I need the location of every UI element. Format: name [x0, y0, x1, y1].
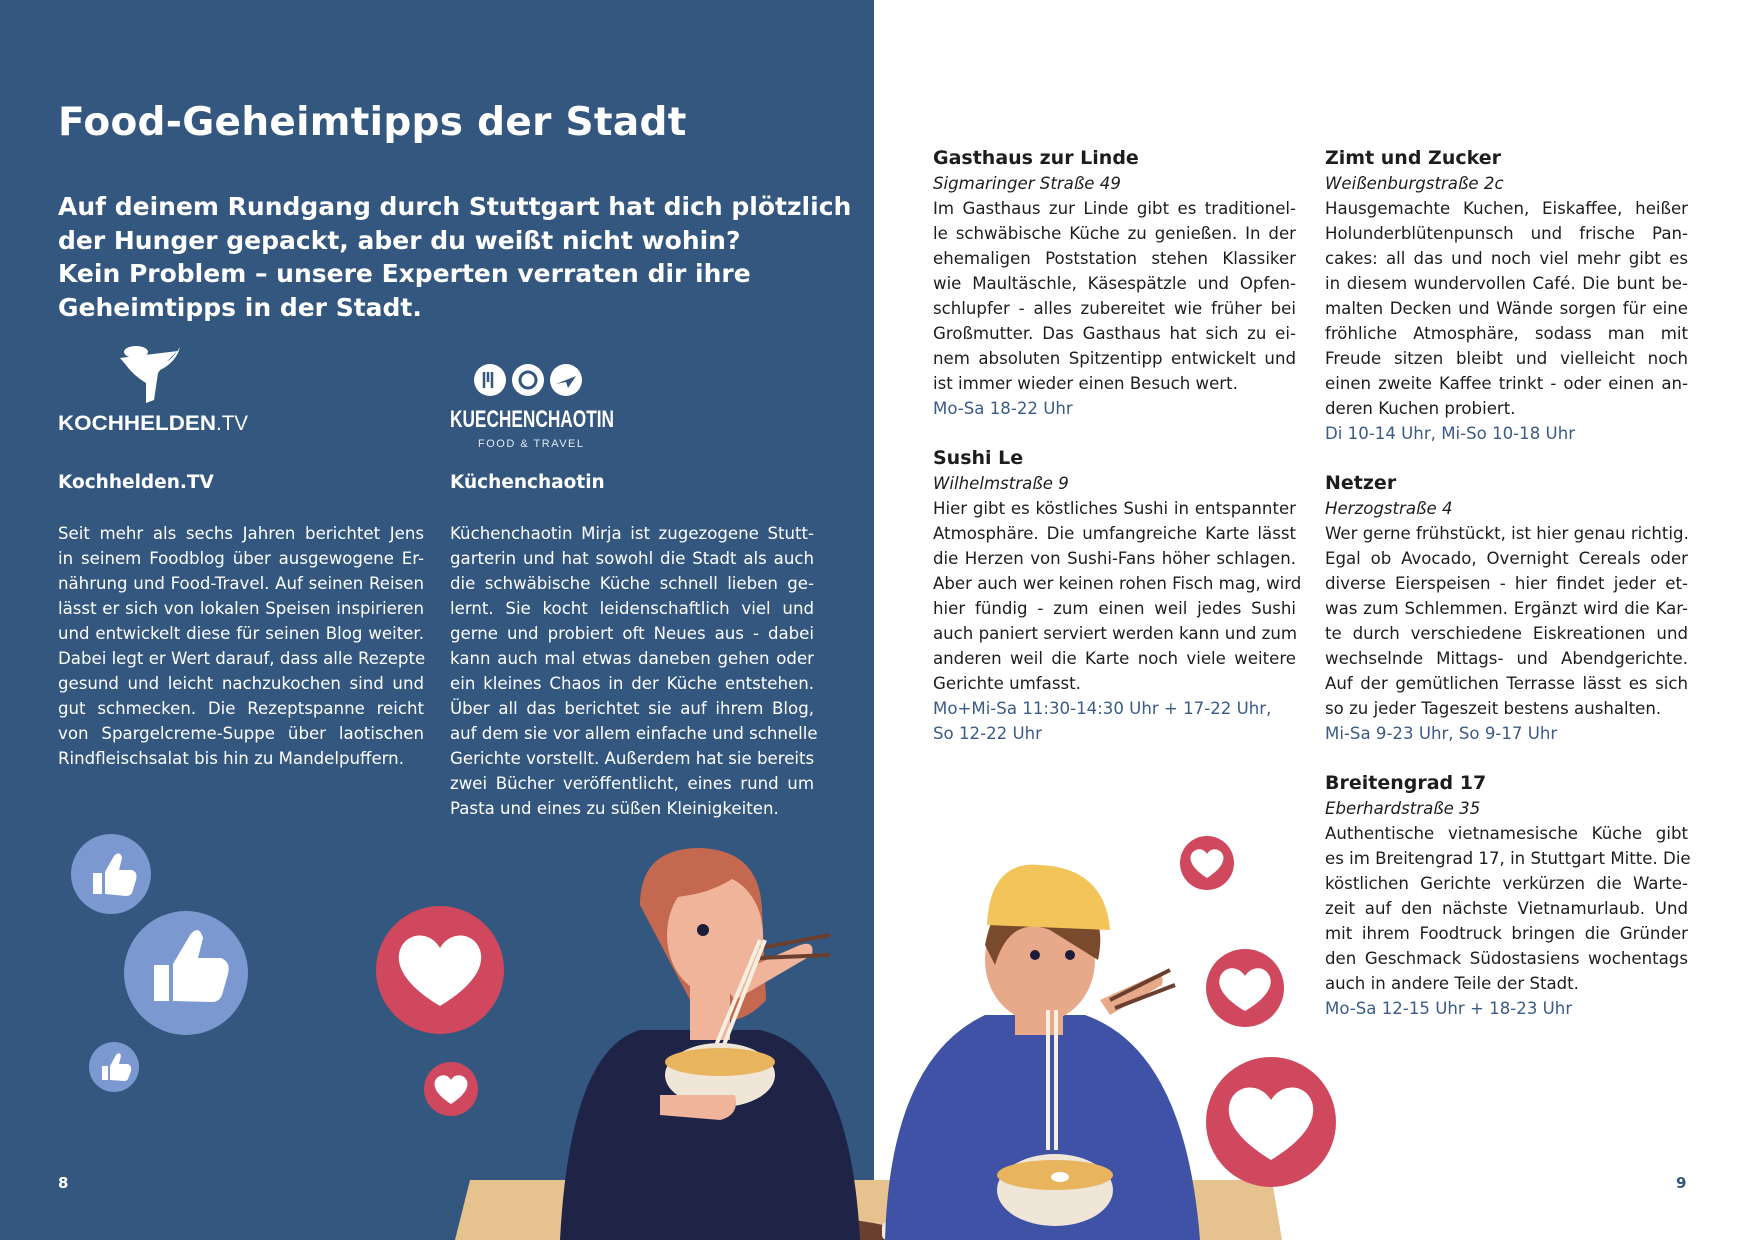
kuechenchaotin-wordmark: KUECHENCHAOTIN [450, 406, 614, 433]
text-line: Wer gerne frühstückt, ist hier genau richtig. [1325, 524, 1689, 543]
text-line: was zum Schlemmen. Ergänzt wird die Kar- [1325, 599, 1688, 618]
restaurant-address: Herzogstraße 4 [1325, 499, 1453, 518]
page-number-right: 9 [1676, 1174, 1687, 1192]
author-text-kochhelden [58, 521, 424, 771]
text-line: die schwäbische Küche schnell lieben ge- [450, 574, 814, 593]
text-line: mit ihrem Foodtruck bringen die Gründer [1325, 924, 1688, 943]
opening-hours [933, 696, 1296, 746]
text-line: Egal ob Avocado, Overnight Cereals oder [1325, 549, 1688, 568]
text-line: Dabei legt er Wert darauf, dass alle Rezepte [58, 649, 426, 668]
restaurant-description [1325, 196, 1688, 421]
text-line: und entwickelt diese für seinen Blog weiter. [58, 624, 424, 643]
restaurant-description [933, 496, 1302, 696]
kochhelden-tld: .TV [216, 412, 248, 435]
restaurant-address: Weißenburgstraße 2c [1325, 174, 1504, 193]
man-eating-illustration [885, 865, 1200, 1240]
text-line: anderen weil die Karte noch viele weitere [933, 649, 1296, 668]
restaurant-address: Sigmaringer Straße 49 [933, 174, 1121, 193]
heart-icon [1206, 949, 1284, 1027]
text-line: nem absoluten Spitzentipp entwickelt und [933, 349, 1296, 368]
text-line: gerne und probiert oft Neues aus - dabei [450, 624, 814, 643]
superhero-chef-icon [120, 346, 180, 403]
text-line: ehemaligen Poststation stehen Klassiker [933, 249, 1296, 268]
text-line: hier fündig - zum einen weil jedes Sushi [933, 599, 1296, 618]
text-line: Pasta und eines zu süßen Kleinigkeiten. [450, 799, 779, 818]
text-line: von Spargelcreme-Suppe über laotischen [58, 724, 424, 743]
text-line: auch in andere Teile der Stadt. [1325, 974, 1579, 993]
restaurant-name: Zimt und Zucker [1325, 147, 1502, 169]
text-line: auf dem sie vor allem einfache und schnelle [450, 724, 818, 743]
author-name-kochhelden: Kochhelden.TV [58, 472, 214, 493]
text-line: malten Decken und Wände sorgen für eine [1325, 299, 1688, 318]
text-line: Freude sitzen bleibt und vielleicht noch [1325, 349, 1688, 368]
text-line: Hausgemachte Kuchen, Eiskaffee, heißer [1325, 199, 1688, 218]
heart-icon [1206, 1057, 1336, 1187]
heart-icon [1180, 836, 1234, 890]
kuechenchaotin-tagline: FOOD & TRAVEL [478, 438, 585, 450]
intro-line: Auf deinem Rundgang durch Stuttgart hat dich plötzlich [58, 192, 852, 221]
restaurant-entry-sushi-le [933, 446, 1302, 746]
author-name-kuechenchaotin: Küchenchaotin [450, 472, 605, 493]
restaurant-description [1325, 521, 1688, 721]
text-line: nährung und Food-Travel. Auf seinen Reisen [58, 574, 424, 593]
text-line: Über all das berichtet sie auf ihrem Blog, [450, 699, 814, 718]
kuechenchaotin-logo [448, 360, 618, 452]
text-line: Atmosphäre. Die umfangreiche Karte lässt [933, 524, 1296, 543]
restaurant-entry-breitengrad-17 [1325, 771, 1691, 1021]
opening-hours [1325, 421, 1688, 446]
text-line: lernt. Sie kocht leidenschaftlich viel und [450, 599, 814, 618]
restaurant-name: Gasthaus zur Linde [933, 147, 1139, 169]
heart-icon [424, 1062, 478, 1116]
text-line: garterin und hat sowohl die Stadt als auch [450, 549, 814, 568]
thumbs-up-icon [89, 1042, 139, 1092]
text-line: le schwäbische Küche zu genießen. In der [933, 224, 1296, 243]
intro-line: der Hunger gepackt, aber du weißt nicht wohin? [58, 225, 741, 255]
restaurant-address: Eberhardstraße 35 [1325, 799, 1481, 818]
page-number-left: 8 [58, 1174, 69, 1192]
thumbs-up-icon [71, 834, 151, 914]
restaurant-name: Netzer [1325, 472, 1397, 494]
text-line: deren Kuchen probiert. [1325, 399, 1516, 418]
text-line: ist immer wieder einen Besuch wert. [933, 374, 1238, 393]
text-line: Holunderblütenpunsch und frische Pan- [1325, 224, 1688, 243]
kochhelden-wordmark: KOCHHELDEN [58, 412, 216, 435]
text-line: Großmutter. Das Gasthaus hat sich zu ei- [933, 324, 1296, 343]
text-line: Auf der gemütlichen Terrasse lässt es sich [1325, 674, 1688, 693]
text-line: kann auch mal etwas daneben gehen oder [450, 649, 814, 668]
text-line: einen zweite Kaffee trinkt - oder einen an- [1325, 374, 1688, 393]
text-line: lässt er sich von lokalen Speisen inspirieren [58, 599, 424, 618]
hours-line: Mo-Sa 12-15 Uhr + 18-23 Uhr [1325, 999, 1573, 1018]
text-line: Rindfleischsalat bis hin zu Mandelpuffern. [58, 749, 404, 768]
text-line: zeit auf den nächste Vietnamurlaub. Und [1325, 899, 1688, 918]
thumbs-up-icon [124, 911, 248, 1035]
hours-line: Mo-Sa 18-22 Uhr [933, 399, 1073, 418]
opening-hours [1325, 721, 1688, 746]
restaurant-description [1325, 821, 1691, 996]
heart-icon [376, 906, 504, 1034]
restaurant-entry-gasthaus-zur-linde [933, 146, 1296, 421]
text-line: cakes: all das und noch viel mehr gibt es [1325, 249, 1688, 268]
restaurant-entry-zimt-und-zucker [1325, 146, 1688, 446]
opening-hours [1325, 996, 1688, 1021]
hours-line: Mo+Mi-Sa 11:30-14:30 Uhr + 17-22 Uhr, [933, 699, 1272, 718]
kochhelden-logo [58, 345, 258, 435]
text-line: den Geschmack Südostasiens wochentags [1325, 949, 1688, 968]
text-line: Im Gasthaus zur Linde gibt es traditionel- [933, 199, 1296, 218]
intro-line: Geheimtipps in der Stadt. [58, 292, 422, 322]
text-line: te durch verschiedene Eiskreationen und [1325, 624, 1688, 643]
intro-text [58, 190, 852, 324]
text-line: Seit mehr als sechs Jahren berichtet Jens [58, 524, 424, 543]
text-line: Küchenchaotin Mirja ist zugezogene Stutt- [450, 524, 814, 543]
text-line: schlupfer - alles zubereitet wie früher bei [933, 299, 1296, 318]
text-line: ein kleines Chaos in der Küche entstehen. [450, 674, 814, 693]
restaurant-description [933, 196, 1296, 396]
text-line: es im Breitengrad 17, in Stuttgart Mitte. Die [1325, 849, 1691, 868]
text-line: gut schmecken. Die Rezeptspanne reicht [58, 699, 424, 718]
author-text-kuechenchaotin [450, 521, 818, 821]
travel-icon [512, 364, 544, 396]
woman-eating-illustration [560, 848, 860, 1240]
text-line: in seinem Foodblog über ausgewogene Er- [58, 549, 424, 568]
text-line: Gerichte vorstellt. Außerdem hat sie bereits [450, 749, 815, 768]
text-line: Aber auch wer keinen rohen Fisch mag, wird [933, 574, 1302, 593]
text-line: Hier gibt es köstliches Sushi in entspannter [933, 499, 1296, 518]
restaurant-entry-netzer [1325, 471, 1688, 746]
text-line: zwei Bücher veröffentlicht, eines rund um [450, 774, 814, 793]
restaurant-address: Wilhelmstraße 9 [933, 474, 1069, 493]
page-title: Food-Geheimtipps der Stadt [58, 100, 687, 145]
text-line: so zu jeder Tageszeit bestens aushalten. [1325, 699, 1662, 718]
text-line: gesund und leicht nachzukochen sind und [58, 674, 424, 693]
food-icon [474, 364, 506, 396]
text-line: köstlichen Gerichte verkürzen die Warte- [1325, 874, 1688, 893]
text-line: auch paniert serviert werden kann und zum [933, 624, 1298, 643]
opening-hours [933, 396, 1296, 421]
intro-line: Kein Problem – unsere Experten verraten dir ihre [58, 259, 751, 288]
text-line: diverse Eierspeisen - hier findet jeder et- [1325, 574, 1688, 593]
text-line: Authentische vietnamesische Küche gibt [1325, 824, 1688, 843]
text-line: Gerichte umfasst. [933, 674, 1081, 693]
text-line: in diesem wundervollen Café. Die bunt be- [1325, 274, 1688, 293]
hours-line: Di 10-14 Uhr, Mi-So 10-18 Uhr [1325, 424, 1576, 443]
text-line: wechselnde Mittags- und Abendgerichte. [1325, 649, 1688, 668]
text-line: die Herzen von Sushi-Fans höher schlagen. [933, 549, 1296, 568]
restaurant-name: Breitengrad 17 [1325, 772, 1487, 794]
hours-line: Mi-Sa 9-23 Uhr, So 9-17 Uhr [1325, 724, 1558, 743]
text-line: wie Maultäschle, Käsespätzle und Opfen- [933, 274, 1296, 293]
text-line: fröhliche Atmosphäre, sodass man mit [1325, 324, 1688, 343]
hours-line: So 12-22 Uhr [933, 724, 1042, 743]
restaurant-name: Sushi Le [933, 447, 1024, 469]
